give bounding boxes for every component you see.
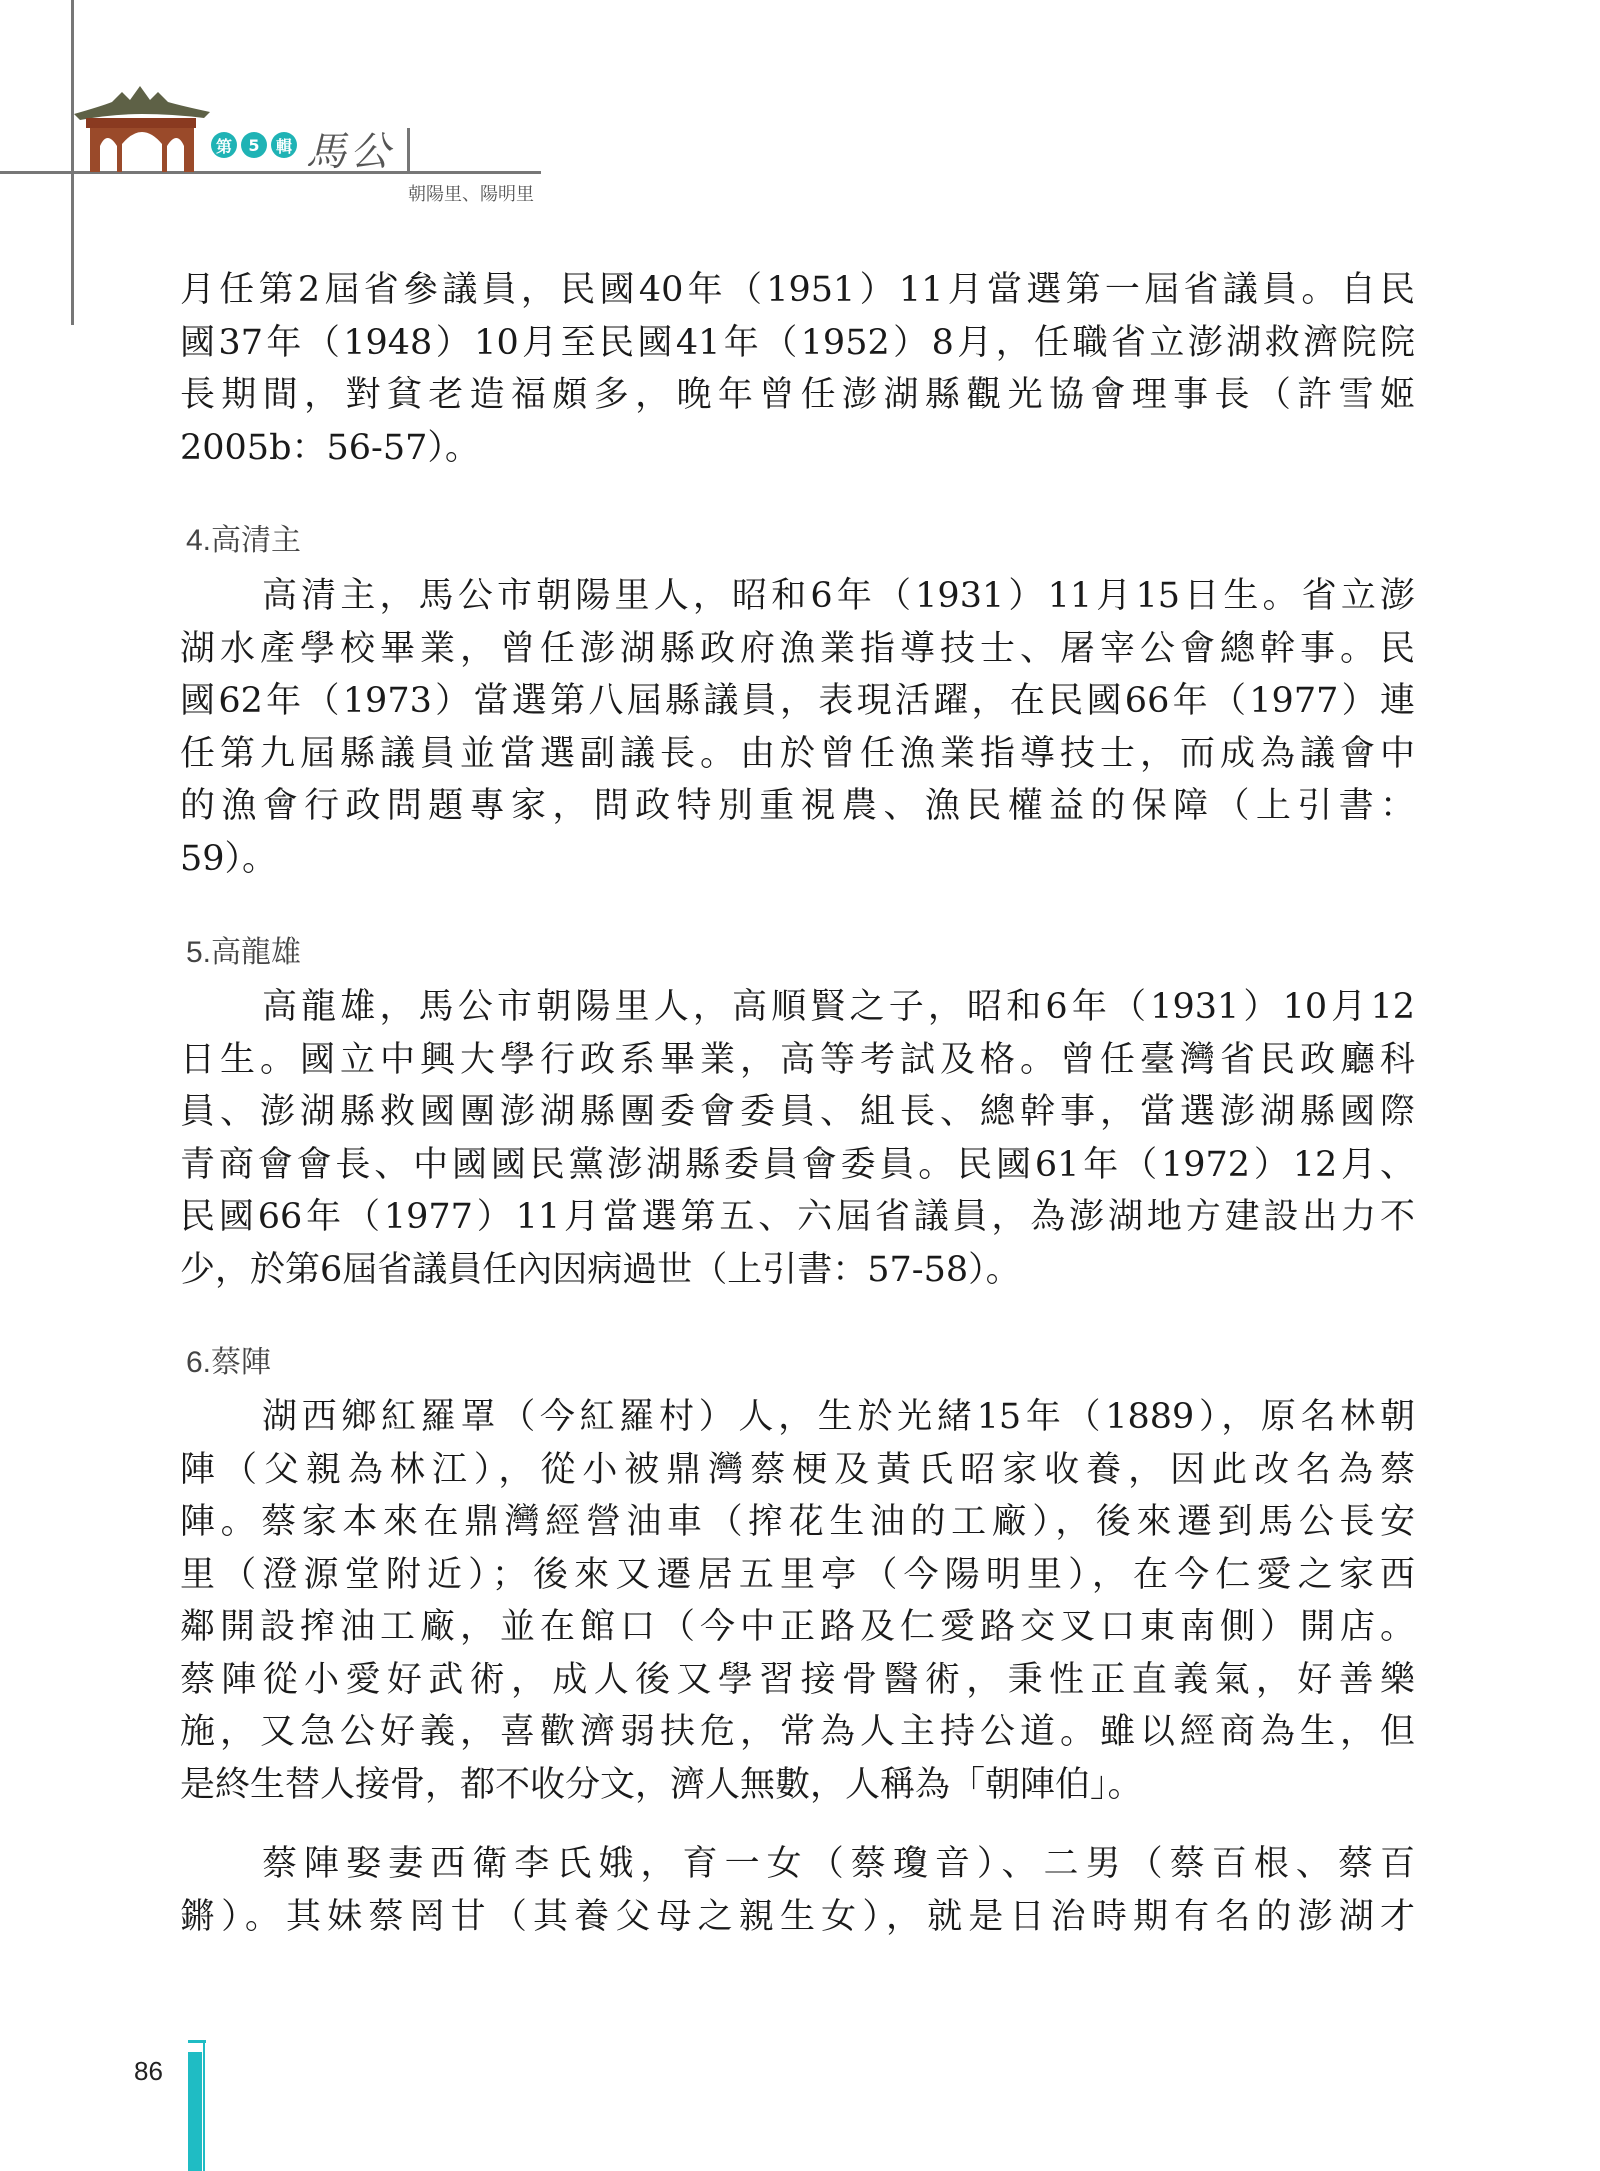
text-line: 施，又急公好義，喜歡濟弱扶危，常為人主持公道。雖以經商為生，但 [180,1712,1415,1752]
text-line: 高龍雄，馬公市朝陽里人，高順賢之子，昭和6年（1931）10月12 [262,987,1415,1027]
section-heading-6: 6.蔡陣 [186,1346,272,1379]
text-line: 少，於第6屆省議員任內因病過世（上引書：57-58）。 [180,1249,1021,1290]
paragraph-3 [180,981,1415,1296]
text-line: 59）。 [180,838,278,879]
section-heading-4: 4.高清主 [186,524,302,557]
paragraph-1 [180,264,1415,474]
text-line: 鄰開設搾油工廠，並在館口（今中正路及仁愛路交叉口東南側）開店。 [180,1607,1415,1647]
text-line: 員、澎湖縣救國團澎湖縣團委會委員、組長、總幹事，當選澎湖縣國際 [180,1092,1415,1132]
text-line: 湖水產學校畢業，曾任澎湖縣政府漁業指導技士、屠宰公會總幹事。民 [180,628,1415,669]
text-line: 湖西鄉紅羅罩（今紅羅村）人，生於光緒15年（1889），原名林朝 [262,1397,1415,1437]
badge-number: 5 [241,132,267,158]
text-line: 日生。國立中興大學行政系畢業，高等考試及格。曾任臺灣省民政廳科 [180,1039,1415,1080]
title-divider [407,128,410,172]
text-line: 里（澄源堂附近）；後來又遷居五里亭（今陽明里），在今仁愛之家西 [180,1554,1415,1595]
footer-accent-bar [188,2052,202,2171]
text-line: 長期間，對貧老造福頗多，晚年曾任澎湖縣觀光協會理事長（許雪姬 [180,375,1415,415]
badge-di: 第 [211,132,237,158]
text-line: 國37年（1948）10月至民國41年（1952）8月，任職省立澎湖救濟院院 [180,322,1415,363]
paragraph-4 [180,1391,1415,1811]
paragraph-5 [180,1838,1415,1943]
text-line: 陣。蔡家本來在鼎灣經營油車（搾花生油的工廠），後來遷到馬公長安 [180,1502,1415,1542]
text-line: 蔡陣娶妻西衛李氏娥，育一女（蔡瓊音）、二男（蔡百根、蔡百 [262,1844,1415,1884]
text-line: 月任第2屆省參議員，民國40年（1951）11月當選第一屆省議員。自民 [180,270,1415,310]
section-heading-5: 5.高龍雄 [186,936,302,969]
text-line: 蔡陣從小愛好武術，成人後又學習接骨醫術，秉性正直義氣，好善樂 [180,1659,1415,1700]
badge-ji: 輯 [271,132,297,158]
page-number: 86 [134,2056,163,2086]
text-line: 鏘）。其妹蔡罔甘（其養父母之親生女），就是日治時期有名的澎湖才 [180,1896,1415,1937]
text-line: 2005b：56-57）。 [180,427,480,468]
text-line: 陣（父親為林江），從小被鼎灣蔡梗及黃氏昭家收養，因此改名為蔡 [180,1449,1415,1490]
text-line: 高清主，馬公市朝陽里人，昭和6年（1931）11月15日生。省立澎 [262,576,1415,616]
memorial-gate-icon [72,84,212,172]
text-line: 任第九屆縣議員並當選副議長。由於曾任漁業指導技士，而成為議會中 [180,733,1415,774]
text-line: 民國66年（1977）11月當選第五、六屆省議員，為澎湖地方建設出力不 [180,1197,1415,1237]
paragraph-2 [180,570,1415,885]
text-line: 國62年（1973）當選第八屆縣議員，表現活躍，在民國66年（1977）連 [180,681,1415,721]
text-line: 青商會會長、中國國民黨澎湖縣委員會委員。民國61年（1972）12月、 [180,1144,1415,1185]
text-line: 的漁會行政問題專家，問政特別重視農、漁民權益的保障（上引書： [180,786,1415,826]
chapter-title: 馬公 [306,129,394,175]
volume-badge [211,132,297,158]
footer-accent-line [203,2040,205,2171]
section-subtitle: 朝陽里、陽明里 [408,184,534,205]
text-line: 是終生替人接骨，都不收分文，濟人無數，人稱為「朝陣伯」。 [180,1764,1143,1805]
